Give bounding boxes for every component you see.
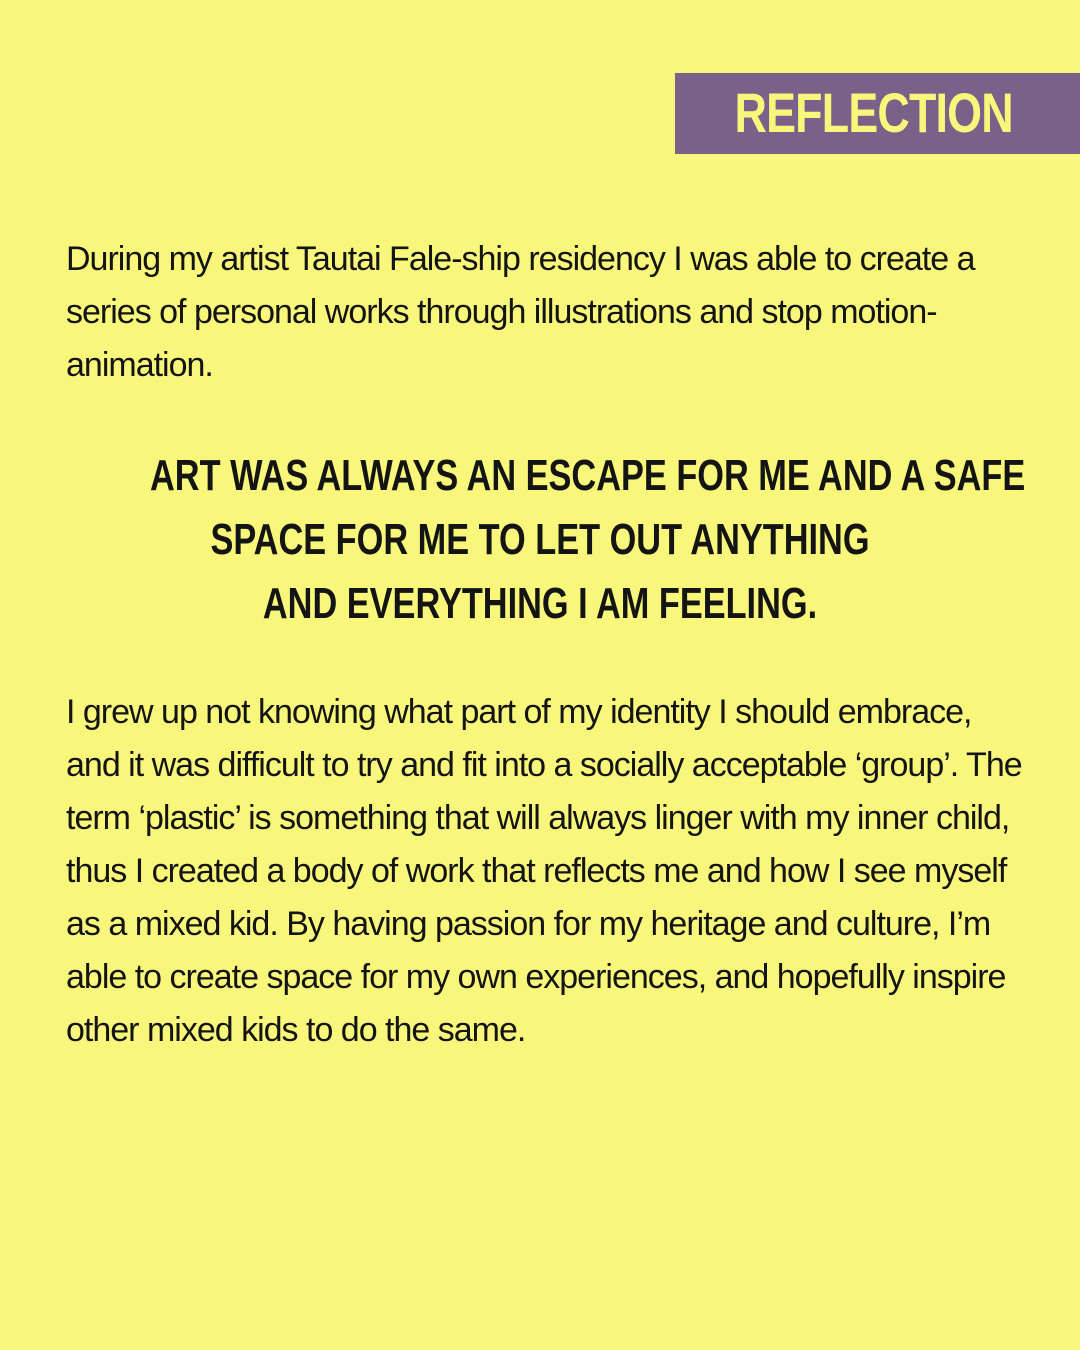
section-title: REFLECTION	[734, 81, 1013, 144]
pull-quote-line: ART WAS ALWAYS AN ESCAPE FOR ME AND A SAFE	[150, 451, 1026, 500]
pull-quote	[40, 444, 1040, 636]
body-paragraph: I grew up not knowing what part of my identity I should embrace, and it was difficult to try and fit into a socially acceptable ‘group’. The term ‘plastic’ is something that will always linger with my inner child, thus I created a body of work that reflects me and how I see myself as a mixed kid. By having passion for my heritage and culture, I’m able to create space for my own experiences, and hopefully inspire other mixed kids to do the same.	[66, 693, 1022, 1049]
section-banner	[675, 73, 1080, 154]
intro-paragraph: During my artist Tautai Fale-ship residency I was able to create a series of personal works through illustrations and stop motion-animation.	[66, 240, 975, 384]
pull-quote-line: SPACE FOR ME TO LET OUT ANYTHING	[210, 515, 870, 564]
pull-quote-line: AND EVERYTHING I AM FEELING.	[262, 579, 818, 628]
